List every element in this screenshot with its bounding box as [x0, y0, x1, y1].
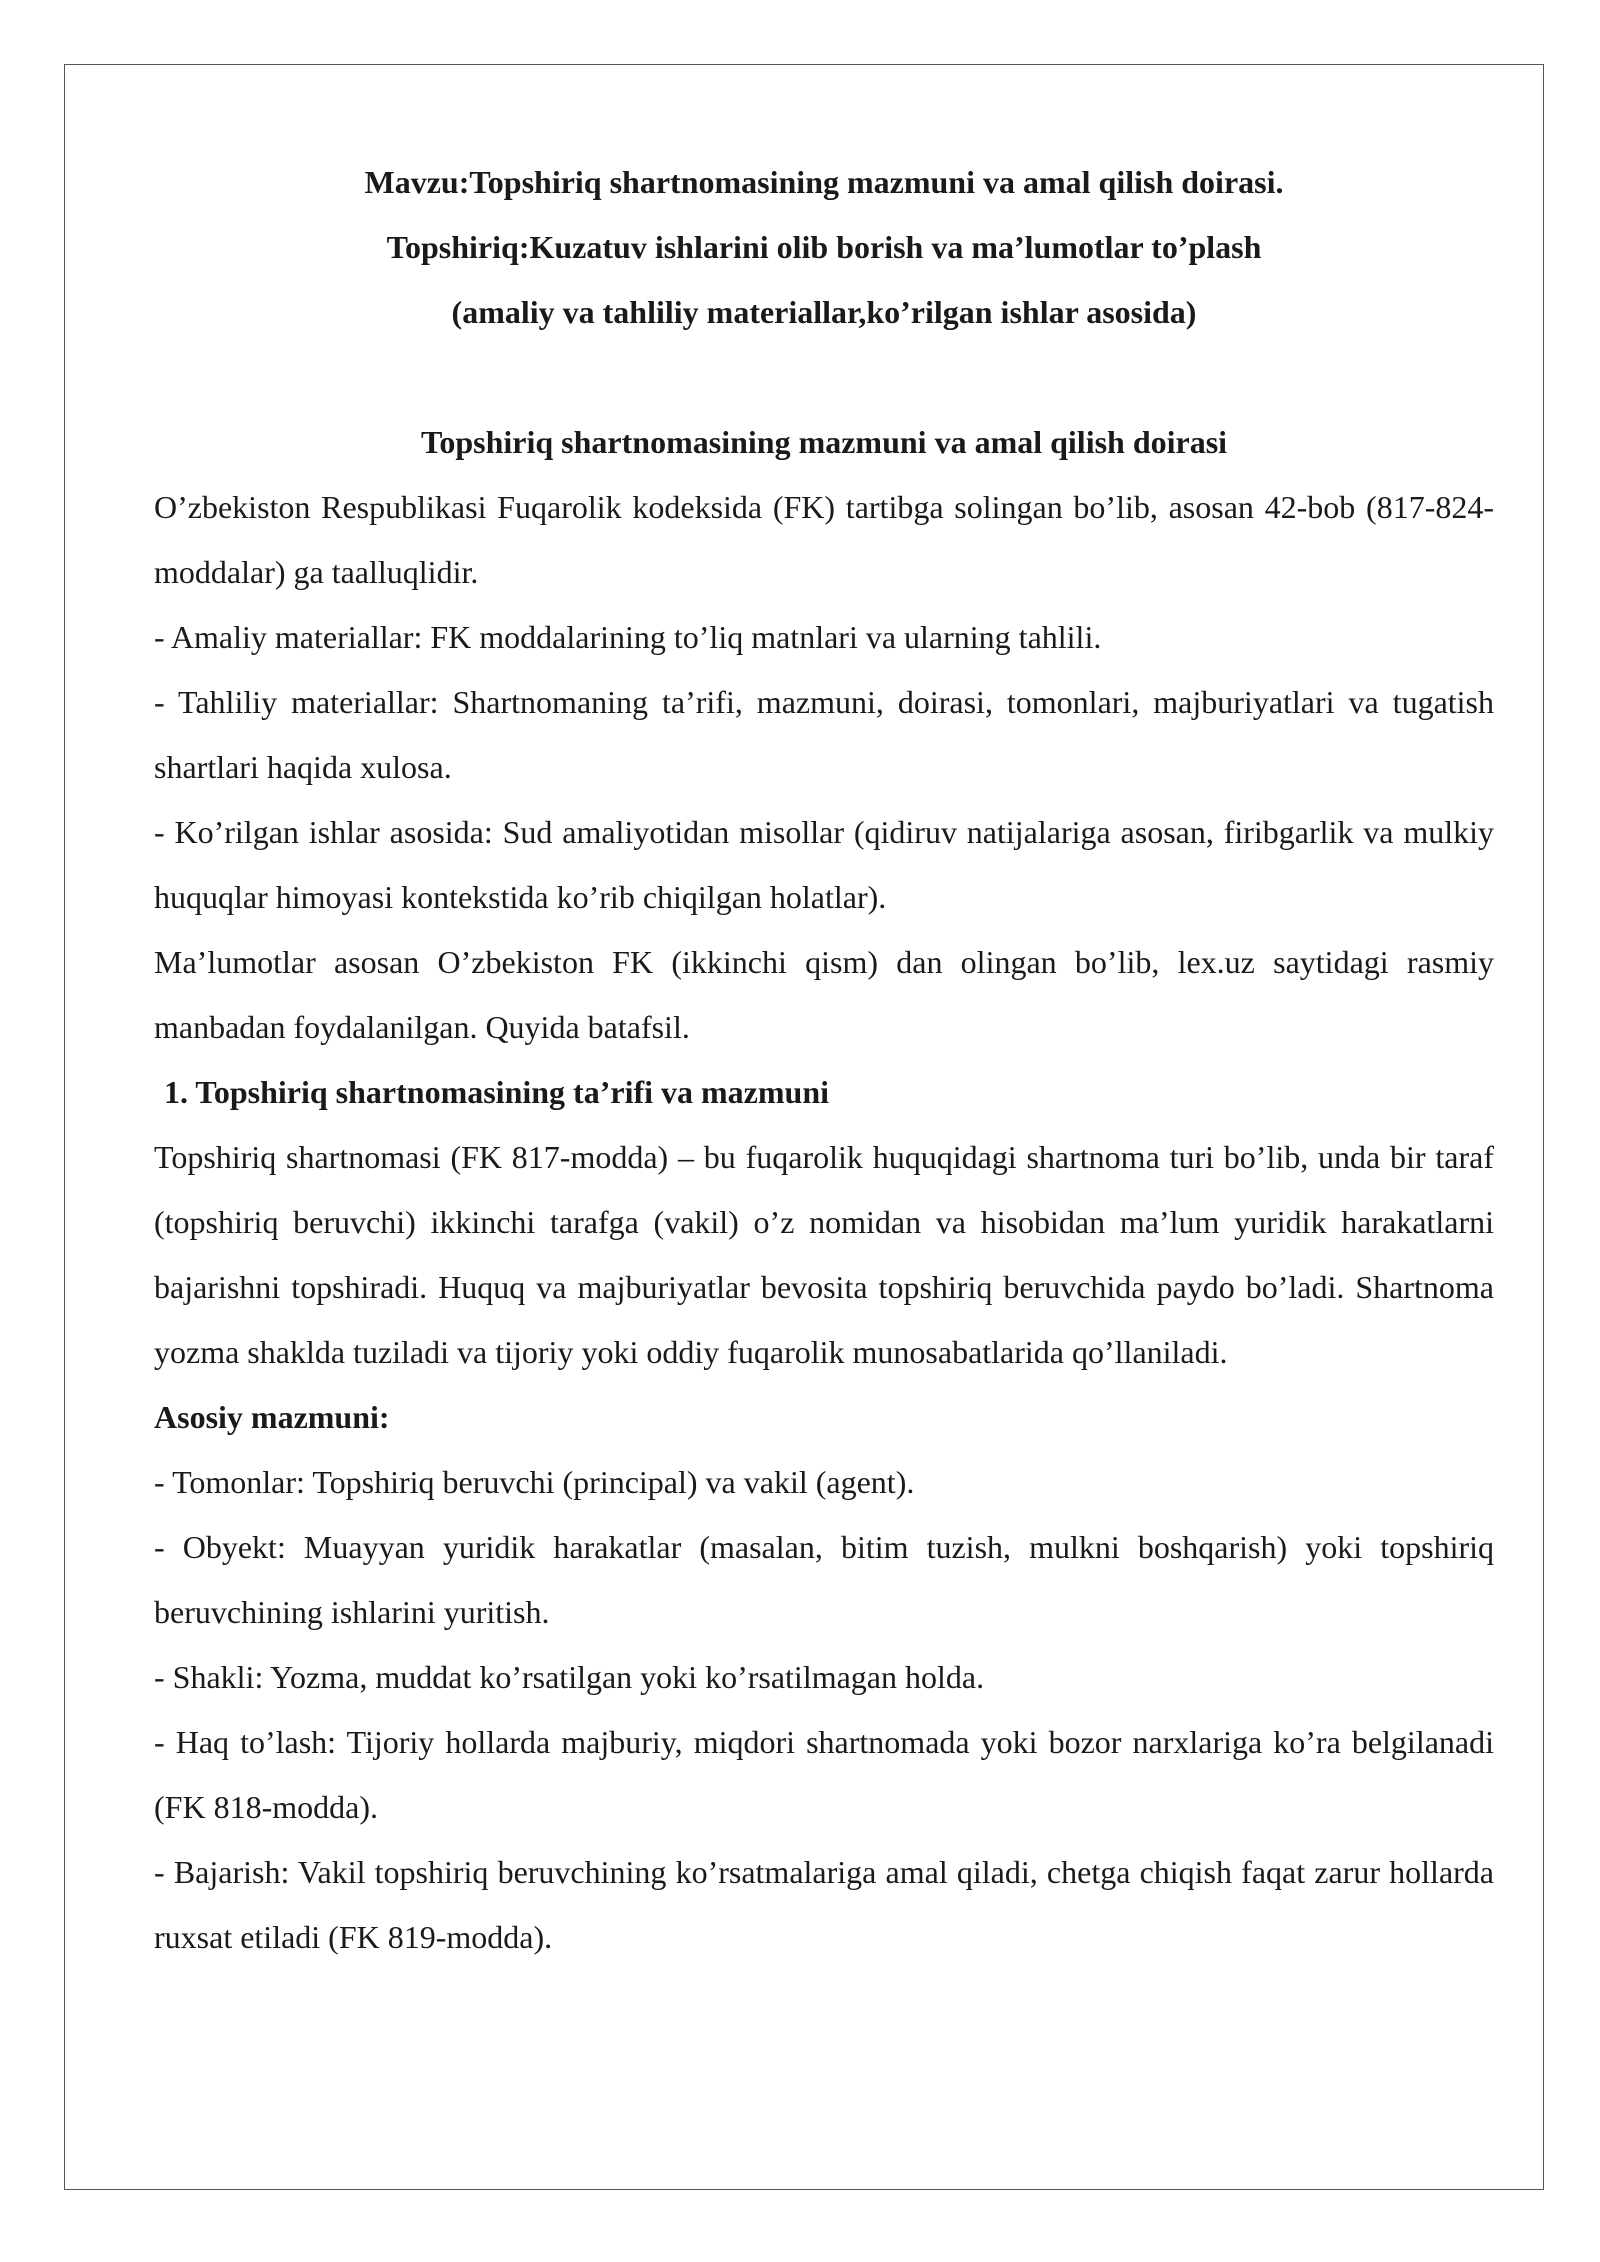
source-note: Ma’lumotlar asosan O’zbekiston FK (ikkinchi qism) dan olingan bo’lib, lex.uz saytidagi rasmiy manbadan foydalanilgan. Quyida batafsil.: [154, 944, 1494, 1045]
intro-paragraph: O’zbekiston Respublikasi Fuqarolik kodeksida (FK) tartibga solingan bo’lib, asosan 42-bob (817-824-moddalar) ga taalluqlidir.: [154, 489, 1494, 590]
materials-item-practical: - Amaliy materiallar: FK moddalarining to’liq matnlari va ularning tahlili.: [154, 619, 1102, 655]
main-content-item-form: - Shakli: Yozma, muddat ko’rsatilgan yoki ko’rsatilmagan holda.: [154, 1659, 985, 1695]
main-content-heading: Asosiy mazmuni:: [154, 1399, 390, 1435]
section1-paragraph: Topshiriq shartnomasi (FK 817-modda) – bu fuqarolik huquqidagi shartnoma turi bo’lib, unda bir taraf (topshiriq beruvchi) ikkinchi tarafga (vakil) o’z nomidan va hisobidan ma’lum yuridik harakatlarni bajarishni topshiradi. Huquq va majburiyatlar bevosita topshiriq beruvchida paydo bo’ladi. Shartnoma yozma shaklda tuziladi va tijoriy yoki oddiy fuqarolik munosabatlarida qo’llaniladi.: [154, 1139, 1494, 1370]
title-line-subtitle: (amaliy va tahliliy materiallar,ko’rilgan ishlar asosida): [451, 294, 1197, 330]
title-line-task: Topshiriq:Kuzatuv ishlarini olib borish va ma’lumotlar to’plash: [386, 229, 1262, 265]
section-title: Topshiriq shartnomasining mazmuni va amal qilish doirasi: [420, 424, 1228, 460]
main-content-item-payment: - Haq to’lash: Tijoriy hollarda majburiy, miqdori shartnomada yoki bozor narxlariga ko’ra belgilanadi (FK 818-modda).: [154, 1724, 1494, 1825]
main-content-item-object: - Obyekt: Muayyan yuridik harakatlar (masalan, bitim tuzish, mulkni boshqarish) yoki topshiriq beruvchining ishlarini yuritish.: [154, 1529, 1494, 1630]
title-line-topic: Mavzu:Topshiriq shartnomasining mazmuni va amal qilish doirasi.: [364, 164, 1284, 200]
title-block: [154, 150, 1494, 345]
materials-item-analytical: - Tahliliy materiallar: Shartnomaning ta’rifi, mazmuni, doirasi, tomonlari, majburiyatlari va tugatish shartlari haqida xulosa.: [154, 684, 1494, 785]
main-content-item-performance: - Bajarish: Vakil topshiriq beruvchining ko’rsatmalariga amal qiladi, chetga chiqish faqat zarur hollarda ruxsat etiladi (FK 819-modda).: [154, 1854, 1494, 1955]
spacer: [154, 345, 1494, 410]
document-body: [154, 150, 1494, 1970]
section1-heading: 1. Topshiriq shartnomasining ta’rifi va mazmuni: [164, 1074, 829, 1110]
materials-item-cases: - Ko’rilgan ishlar asosida: Sud amaliyotidan misollar (qidiruv natijalariga asosan, firibgarlik va mulkiy huquqlar himoyasi kontekstida ko’rib chiqilgan holatlar).: [154, 814, 1494, 915]
main-content-item-parties: - Tomonlar: Topshiriq beruvchi (principal) va vakil (agent).: [154, 1464, 915, 1500]
